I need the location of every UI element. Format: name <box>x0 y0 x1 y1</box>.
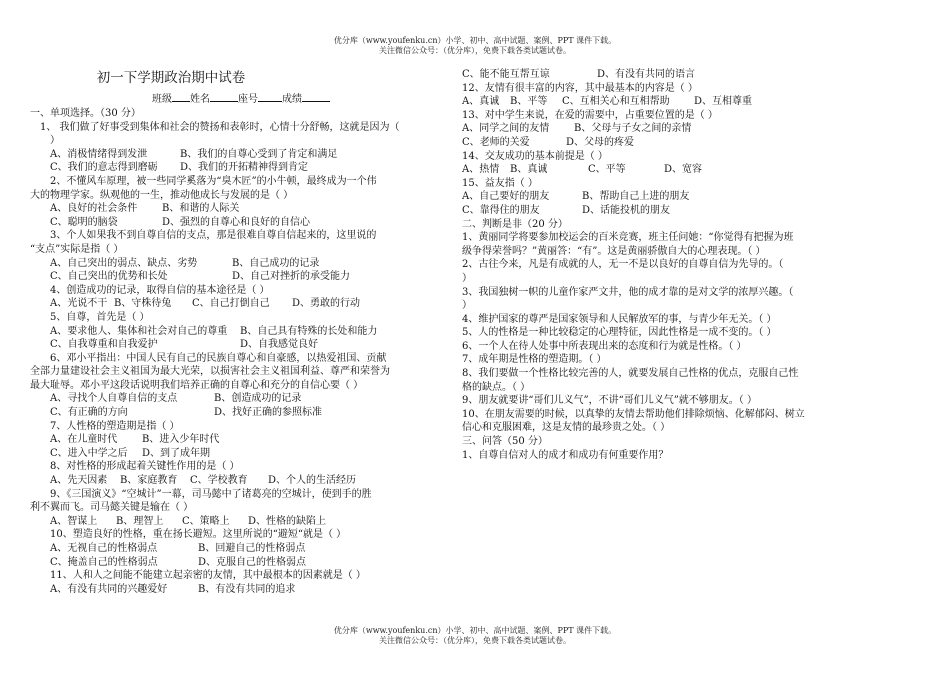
judgment-item: 8、我们要做一个性格比较完善的人，就要发展自己性格的优点，克服自己性 <box>462 368 799 380</box>
option: B、父母与子女之间的亲情 <box>574 123 692 135</box>
option-row <box>30 433 442 447</box>
option: D、我们的开拓精神得到肯定 <box>180 162 309 174</box>
option: C、靠得住的朋友 <box>462 204 540 216</box>
option-row <box>462 163 882 177</box>
footer-line-2: 关注微信公众号：（优分库），免费下载各类试题试卷。 <box>379 636 571 645</box>
judgment-item: 1、黄丽同学将要参加校运会的百米竞赛，班主任问她：“你觉得有把握为班 <box>462 232 794 244</box>
question-stem: “支点”实际是指（ ） <box>30 243 124 255</box>
option: C、自己突出的优势和长处 <box>50 271 168 283</box>
option: C、学校教育 <box>190 475 248 487</box>
exam-title: 初一下学期政治期中试卷 <box>96 70 246 86</box>
option-row <box>30 338 442 352</box>
option-row <box>30 447 442 461</box>
question-stem: 10、塑造良好的性格，重在扬长避短。这里所说的“避短“就是（ ） <box>50 529 347 541</box>
option: D、宽容 <box>664 164 703 176</box>
option: C、策略上 <box>182 515 230 527</box>
option: D、勇敢的行动 <box>292 298 361 310</box>
option-row <box>462 190 882 204</box>
option: B、进入少年时代 <box>142 434 220 446</box>
judgment-item: 10、在朋友需要的时候，以真挚的友情去帮助他们排除烦恼、化解郁闷、树立 <box>462 408 805 420</box>
judgment-item: 级争得荣誉吗？”黄丽答：“有”。这是黄丽骄傲自大的心理表现。（ ） <box>462 245 766 257</box>
option: B、回避自己的性格弱点 <box>198 543 306 554</box>
header-line-2: 关注微信公众号：（优分库），免费下载各类试题试卷。 <box>379 46 571 55</box>
question-stem: 大的物理学家。纵观他的一生，推动他成长与发展的是（ ） <box>30 189 294 201</box>
page-footer <box>0 626 950 646</box>
option-row <box>30 325 442 339</box>
option: D、父母的疼爱 <box>566 136 635 148</box>
section-heading: 三、问答（50 分） <box>462 436 548 448</box>
option-row <box>462 204 882 218</box>
question-stem: 5、自尊，首先是（ ） <box>50 311 150 323</box>
essay-question: 1、自尊自信对人的成才和成功有何重要作用？ <box>462 449 669 461</box>
footer-line-1: 优分库（www.youfenku.cn）小学、初中、高中试题、案例、PPT 课件下载。 <box>333 626 617 635</box>
judgment-item: 9、朋友就要讲“哥们儿义气”，不讲“哥们儿义气”就不够朋友。（ ） <box>462 395 757 407</box>
option: B、有没有共同的追求 <box>198 583 296 595</box>
option-row <box>30 406 442 420</box>
option-row <box>30 556 442 570</box>
judgment-item: 信心和克服困难，这是友情的最珍贵之处。（ ） <box>462 422 671 434</box>
option: C、互相关心和互相帮助 <box>562 96 670 108</box>
class-label: 班级 <box>152 94 172 105</box>
question-stem: 15、益友指（ ） <box>462 177 538 189</box>
question-stem: 13、对中学生来说，在爱的需要中，占重要位置的是（ ） <box>462 109 718 121</box>
option: D、互相尊重 <box>694 96 753 108</box>
option: C、掩盖自己的性格弱点 <box>50 556 158 568</box>
option: D、到了成年期 <box>142 447 211 459</box>
question-stem: 全部力量建设社会主义祖国为最大光荣，以损害社会主义祖国利益、尊严和荣誉为 <box>30 366 390 378</box>
option-row <box>30 148 442 162</box>
option-row <box>30 583 442 597</box>
seat-blank <box>258 91 282 102</box>
header-line-1: 优分库（www.youfenku.cn）小学、初中、高中试题、案例、PPT 课件下载。 <box>333 36 617 45</box>
question-stem: 7、人性格的塑造期是指（ ） <box>50 420 180 432</box>
option: B、自己具有特殊的长处和能力 <box>240 325 378 337</box>
option-row <box>462 95 882 109</box>
judgment-item: ） <box>462 300 472 312</box>
option: C、自我尊重和自我爱护 <box>50 339 158 351</box>
option: A、真诚 <box>462 96 500 108</box>
option: B、我们的自尊心受到了肯定和满足 <box>180 148 338 160</box>
option: D、自己对挫折的承受能力 <box>232 271 351 283</box>
page-header <box>0 36 950 56</box>
option: D、性格的缺陷上 <box>248 515 327 527</box>
option: C、平等 <box>588 164 626 176</box>
score-blank <box>302 91 330 102</box>
option-row <box>30 542 442 556</box>
judgment-item: 5、人的性格是一种比较稳定的心理特征，因此性格是一成不变的。（ ） <box>462 327 777 339</box>
option: A、先天因素 <box>50 475 108 487</box>
option: B、理智上 <box>116 515 164 527</box>
option: A、要求他人、集体和社会对自己的尊重 <box>50 325 228 337</box>
option: C、自己打倒自己 <box>192 298 270 310</box>
option: D、找好正确的参照标准 <box>214 407 323 419</box>
option: C、老师的关爱 <box>462 136 530 148</box>
option: B、帮助自己上进的朋友 <box>582 191 690 203</box>
judgment-item: 6、一个人在待人处事中所表现出来的态度和行为就是性格。（ ） <box>462 340 747 352</box>
question-stem: 3、个人如果我不到自尊自信的支点，那是很难自尊自信起来的，这里说的 <box>50 230 377 242</box>
question-stem: 6、邓小平指出：中国人民有自己的民族自尊心和自豪感，以热爱祖国、贡献 <box>50 352 387 364</box>
judgment-item: 格的缺点。（ ） <box>462 381 531 393</box>
option: C、聪明的脑袋 <box>50 216 118 228</box>
option: B、自己成功的记录 <box>232 257 320 269</box>
option: A、无视自己的性格弱点 <box>50 543 158 554</box>
option: B、平等 <box>510 96 548 108</box>
option: B、真诚 <box>510 164 548 176</box>
option: A、寻找个人自尊自信的支点 <box>50 393 178 405</box>
question-stem: 12、友情有很丰富的内容，其中最基本的内容是（ ） <box>462 82 698 94</box>
option: A、同学之间的友情 <box>462 123 550 135</box>
question-stem: ） <box>50 135 60 147</box>
option: A、智谋上 <box>50 515 98 527</box>
seat-label: 座号 <box>238 94 258 105</box>
judgment-item: 2、古往今来，凡是有成就的人，无一不是以良好的自尊自信为先导的。（ <box>462 259 784 271</box>
option-row <box>462 122 882 136</box>
question-stem: 最大耻辱。邓小平这段话说明我们培养正确的自尊心和充分的自信心要（ ） <box>30 379 364 391</box>
judgment-item: ） <box>462 272 472 284</box>
option: D、个人的生活经历 <box>268 475 357 487</box>
question-stem: 9、《三国演义》“空城计”一幕，司马懿中了诸葛亮的空城计，使到手的胜 <box>50 488 372 500</box>
option-row <box>30 515 442 529</box>
option-row <box>30 257 442 271</box>
question-stem: 2、不懂风车原理，被一些同学奚落为“臭木匠”的小牛顿，最终成为一个伟 <box>50 175 377 187</box>
right-column <box>462 68 882 462</box>
option-row <box>462 68 882 82</box>
question-stem: 8、对性格的形成起着关键性作用的是（ ） <box>50 461 240 473</box>
option-row <box>30 270 442 284</box>
option-row <box>30 297 442 311</box>
option: C、我们的意志得到磨砺 <box>50 162 158 174</box>
option: A、光说不干 <box>50 298 108 310</box>
option: B、和谐的人际关 <box>162 203 240 215</box>
student-info-line <box>30 91 442 107</box>
name-blank <box>210 91 238 102</box>
option: B、创造成功的记录 <box>214 393 302 405</box>
judgment-item: 3、我国独树一帜的儿童作家严文井，他的成才靠的是对文学的浓厚兴趣。（ <box>462 286 794 298</box>
option-row <box>30 392 442 406</box>
score-label: 成绩 <box>282 94 302 105</box>
option-row <box>30 474 442 488</box>
class-blank <box>172 91 190 102</box>
option: A、良好的社会条件 <box>50 203 138 215</box>
name-label: 姓名 <box>190 94 210 105</box>
judgment-item: 7、成年期是性格的塑造期。（ ） <box>462 354 607 366</box>
question-stem: 14、交友成功的基本前提是（ ） <box>462 150 608 162</box>
option: D、克服自己的性格弱点 <box>198 556 307 568</box>
question-stem: 4、创造成功的记录，取得自信的基本途径是（ ） <box>50 284 270 296</box>
option: A、有没有共同的兴趣爱好 <box>50 583 168 595</box>
section-heading: 二、判断是非（20 分） <box>462 218 568 230</box>
left-column <box>30 68 442 596</box>
option-row <box>30 161 442 175</box>
option: D、有没有共同的语言 <box>597 69 696 80</box>
option: B、守株待兔 <box>114 298 172 310</box>
option: D、话能投机的朋友 <box>582 204 671 216</box>
section-heading: 一、单项选择。（30 分） <box>30 108 141 119</box>
option-row <box>30 216 442 230</box>
option: A、自己要好的朋友 <box>462 191 550 203</box>
judgment-item: 4、维护国家的尊严是国家领导和人民解放军的事，与青少年无关。（ ） <box>462 313 777 325</box>
option: A、热情 <box>462 164 500 176</box>
option: C、有正确的方向 <box>50 407 128 419</box>
option: C、进入中学之后 <box>50 447 128 459</box>
option: A、在儿童时代 <box>50 434 118 446</box>
option: A、消极情绪得到发泄 <box>50 148 148 160</box>
option: D、强烈的自尊心和良好的自信心 <box>162 216 311 228</box>
option: A、自己突出的弱点、缺点、劣势 <box>50 257 198 269</box>
question-stem: 利不翼而飞。司马懿关键是输在（ ） <box>30 502 194 514</box>
question-stem: 1、 我们做了好事受到集体和社会的赞扬和表彰时，心情十分舒畅，这就是因为（ <box>40 121 400 133</box>
option-row <box>30 202 442 216</box>
option: B、家庭教育 <box>120 475 178 487</box>
question-stem: 11、人和人之间能不能建立起亲密的友情，其中最根本的因素就是（ ） <box>50 570 366 582</box>
option: C、能不能互帮互谅 <box>462 69 550 80</box>
option-row <box>462 136 882 150</box>
option: D、自我感觉良好 <box>240 339 319 351</box>
